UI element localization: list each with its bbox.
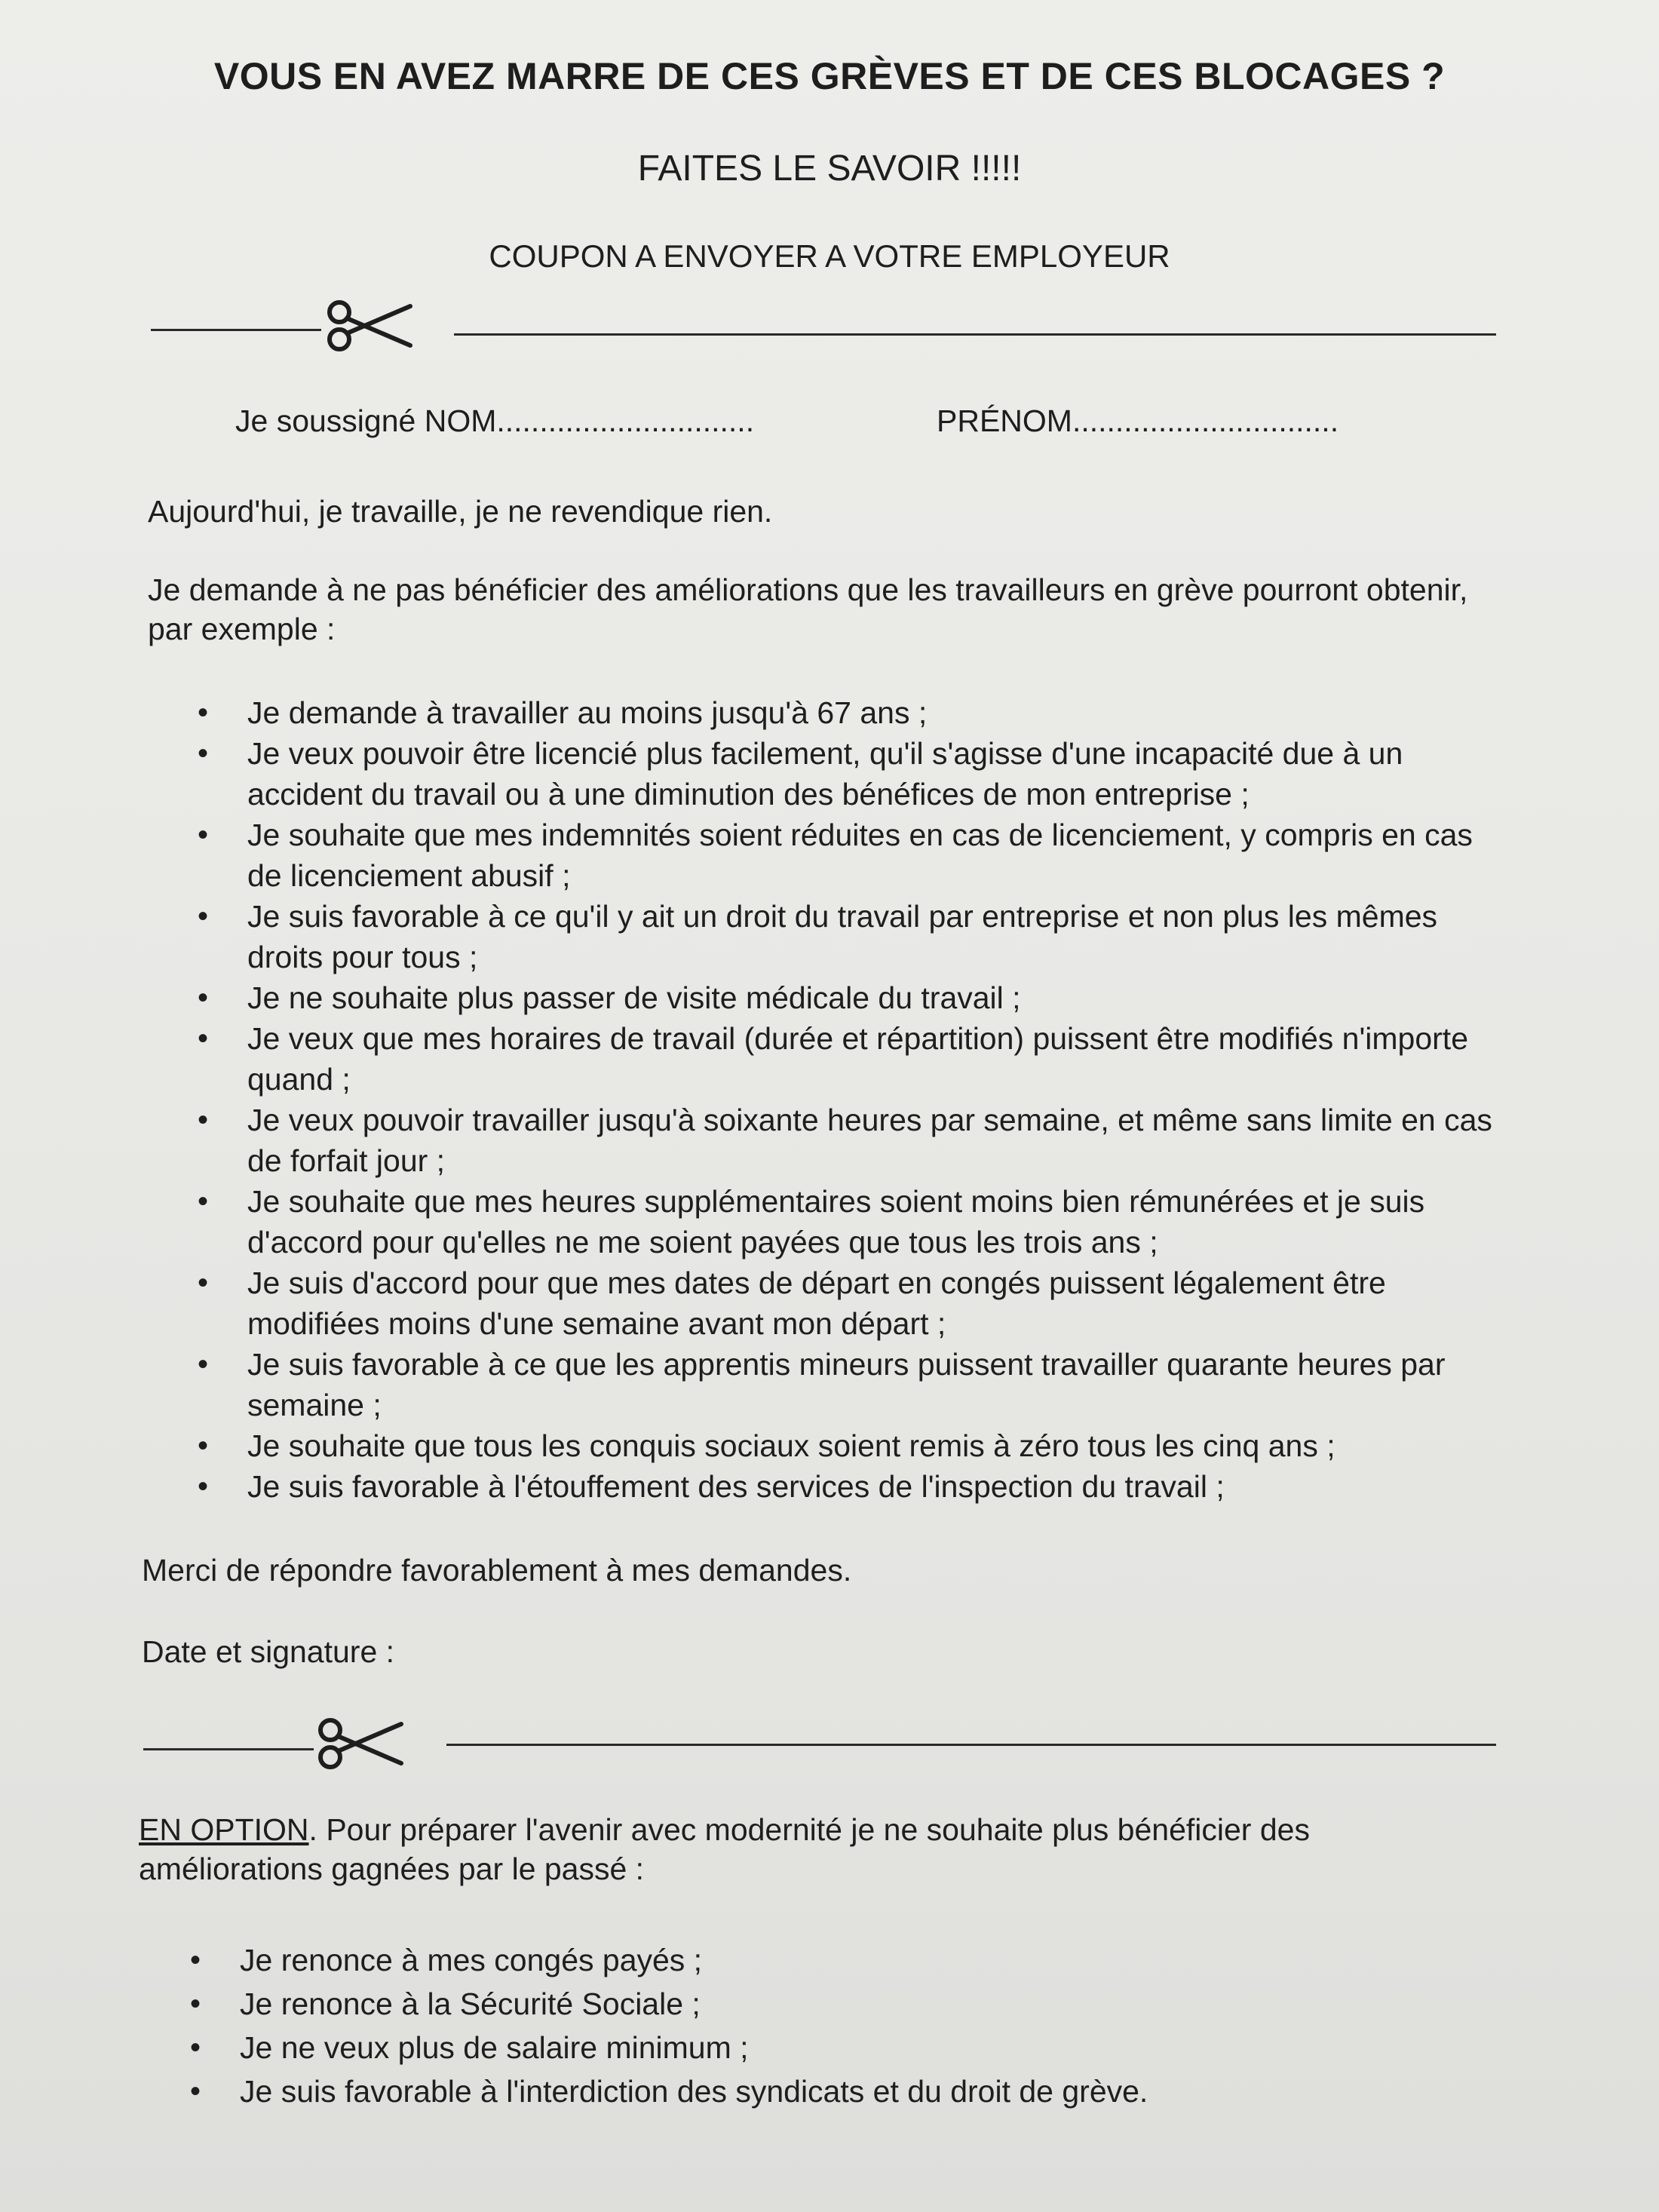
list-item: • Je souhaite que tous les conquis sociaux soient remis à zéro tous les cinq ans ;	[247, 1425, 1514, 1466]
option-label: EN OPTION	[139, 1812, 309, 1847]
demands-list	[247, 692, 1514, 1507]
list-item: • Je suis favorable à l'interdiction des syndicats et du droit de grève.	[240, 2069, 1507, 2113]
list-item: • Je ne souhaite plus passer de visite médicale du travail ;	[247, 977, 1514, 1018]
scissors-icon	[317, 1713, 407, 1774]
list-item: • Je suis favorable à ce qu'il y ait un droit du travail par entreprise et non plus les mêmes droits pour tous ;	[247, 896, 1514, 977]
list-item: • Je veux pouvoir être licencié plus facilement, qu'il s'agisse d'une incapacité due à un accident du travail ou à une diminution des bénéfices de mon entreprise ;	[247, 733, 1514, 815]
list-item: • Je demande à travailler au moins jusqu'à 67 ans ;	[247, 692, 1514, 733]
option-list	[240, 1938, 1507, 2113]
list-item: • Je renonce à la Sécurité Sociale ;	[240, 1982, 1507, 2026]
option-paragraph	[139, 1810, 1496, 1888]
list-item: • Je souhaite que mes indemnités soient réduites en cas de licenciement, y compris en cas de licenciement abusif ;	[247, 815, 1514, 896]
intro-paragraph: Je demande à ne pas bénéficier des améliorations que les travailleurs en grève pourront obtenir, par exemple :	[148, 572, 1468, 646]
list-item: • Je suis favorable à ce que les apprentis mineurs puissent travailler quarante heures par semaine ;	[247, 1344, 1514, 1425]
page-subtitle: FAITES LE SAVOIR !!!!!	[637, 149, 1022, 189]
closing-thanks: Merci de répondre favorablement à mes demandes.	[142, 1553, 852, 1588]
list-item: • Je renonce à mes congés payés ;	[240, 1938, 1507, 1982]
scissors-icon	[326, 296, 416, 356]
intro-line: Aujourd'hui, je travaille, je ne revendique rien.	[148, 494, 773, 529]
page-title: VOUS EN AVEZ MARRE DE CES GRÈVES ET DE CES BLOCAGES ?	[213, 55, 1446, 97]
cut-line-left-bottom	[143, 1748, 314, 1750]
list-item: • Je souhaite que mes heures supplémentaires soient moins bien rémunérées et je suis d'accord pour qu'elles ne me soient payées que tous les trois ans ;	[247, 1181, 1514, 1262]
date-signature-label: Date et signature :	[142, 1634, 395, 1669]
cut-line-right-top	[454, 333, 1496, 336]
firstname-field[interactable]: PRÉNOM...............................	[937, 403, 1339, 438]
name-field[interactable]: Je soussigné NOM..............................	[235, 403, 755, 438]
list-item: • Je veux pouvoir travailler jusqu'à soixante heures par semaine, et même sans limite en cas de forfait jour ;	[247, 1100, 1514, 1181]
cut-line-left-top	[151, 329, 321, 331]
list-item: • Je suis favorable à l'étouffement des services de l'inspection du travail ;	[247, 1466, 1514, 1507]
list-item: • Je veux que mes horaires de travail (durée et répartition) puissent être modifiés n'importe quand ;	[247, 1018, 1514, 1100]
list-item: • Je suis d'accord pour que mes dates de départ en congés puissent légalement être modifiées moins d'une semaine avant mon départ ;	[247, 1262, 1514, 1344]
list-item: • Je ne veux plus de salaire minimum ;	[240, 2026, 1507, 2069]
cut-line-right-bottom	[446, 1744, 1496, 1746]
option-text: . Pour préparer l'avenir avec modernité je ne souhaite plus bénéficier des améliorations gagnées par le passé :	[139, 1812, 1310, 1886]
coupon-heading: COUPON A ENVOYER A VOTRE EMPLOYEUR	[489, 238, 1170, 274]
